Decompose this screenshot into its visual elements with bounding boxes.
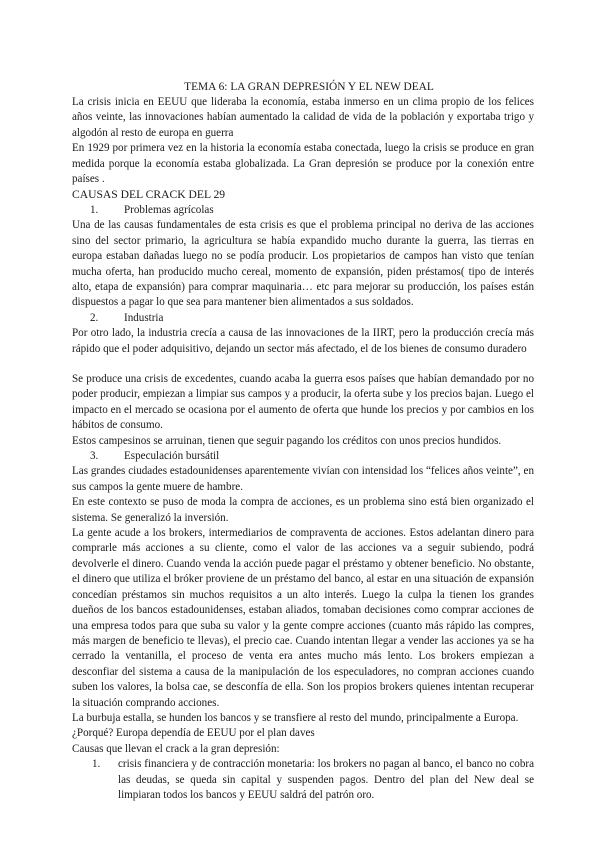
body-paragraph: Estos campesinos se arruinan, tienen que seguir pagando los créditos con unos precios hundidos. (72, 434, 502, 447)
list-item (92, 757, 534, 803)
body-paragraph: Una de las causas fundamentales de esta crisis es que el problema principal no deriva de las acciones sino del sector primario, la agricultura se había expandido mucho durante la guerra, las tierras en europa estaban dañadas luego no se podía producir. Los propietarios de campos han visto que tenían mucha oferta, han producido mucho cereal, momento de expansión, piden préstamos( tipo de interés alto, etapa de expansión) para comprar maquinaria… etc para mejorar su producción, los países están dispuestos a pagar lo que sea para mantener bien alimentados a sus soldados. (72, 219, 534, 309)
section-heading (90, 203, 534, 218)
section-title: Problemas agrícolas (124, 203, 214, 216)
body-paragraph: Por otro lado, la industria crecía a causa de las innovaciones de la IIRT, pero la producción crecía más rápido que el poder adquisitivo, dejando un sector más afectado, el de los bienes de consumo duradero (72, 327, 534, 355)
body-paragraph: La burbuja estalla, se hunden los bancos y se transfiere al resto del mundo, principalmente a Europa. (72, 711, 519, 724)
body-paragraph: Las grandes ciudades estadounidenses aparentemente vivían con intensidad los “felices años veinte”, en sus campos la gente muere de hambre. (72, 465, 534, 493)
body-paragraph: Se produce una crisis de excedentes, cuando acaba la guerra esos países que habían demandado por no poder producir, empiezan a limpiar sus campos y a producir, la oferta sube y los precios bajan. Luego el impacto en el mercado se ocasiona por el aumento de oferta que hunde los precios y por cambios en los hábitos de consumo. (72, 373, 534, 432)
section-heading (90, 449, 534, 464)
body-paragraph: La gente acude a los brokers, intermediarios de compraventa de acciones. Estos adelantan dinero para comprarle más acciones a su cliente, como el valor de las acciones va a seguir subiendo, podrá devolverle el dinero. Cuando venda la acción puede pagar el préstamo y obtener beneficio. No obstante, el dinero que utiliza el bróker proviene de un préstamo del banco, al estar en una situación de expansión concedían préstamos sin muchos requisitos a un alto interés. Luego la culpa la tienen los grandes dueños de los bancos estadounidenses, estaban aliados, tomaban decisiones como comprar acciones de una empresa todos para que suba su valor y la gente compre acciones (cuanto más rápido las compres, más margen de beneficio te llevas), el precio cae. Cuando intentan llegar a vender las acciones ya se ha cerrado la ventanilla, el proceso de venta era antes mucho más lento. Los brokers empiezan a desconfiar del sistema a causa de la manipulación de los especuladores, no compran acciones cuando suben los valores, la bolsa cae, se desconfía de ella. Son los propios brokers quienes intentan recuperar la situación comprando acciones. (72, 527, 534, 709)
list-number: 3. (90, 450, 99, 463)
intro-paragraph: La crisis inicia en EEUU que lideraba la economía, estaba inmerso en un clima propio de los felices años veinte, las innovaciones habían aumentado la calidad de vida de la población y exportaba trigo y algodón al resto de europa en guerra (72, 96, 534, 139)
list-number: 1. (92, 758, 101, 771)
body-paragraph: Causas que llevan el crack a la gran depresión: (72, 742, 280, 755)
document-title: TEMA 6: LA GRAN DEPRESIÓN Y EL NEW DEAL (184, 81, 434, 93)
blank-line (72, 357, 534, 372)
document-body (72, 79, 534, 803)
body-paragraph: ¿Porqué? Europa dependía de EEUU por el plan daves (72, 727, 315, 740)
body-paragraph: En este contexto se puso de moda la compra de acciones, es un problema sino está bien organizado el sistema. Se generalizó la inversión. (72, 496, 534, 524)
causes-heading: CAUSAS DEL CRACK DEL 29 (72, 188, 226, 202)
section-title: Industria (124, 311, 164, 324)
list-number: 2. (90, 311, 99, 324)
section-title: Especulación bursátil (124, 450, 220, 463)
intro-paragraph: En 1929 por primera vez en la historia la economía estaba conectada, luego la crisis se produce en gran medida porque la economía estaba globalizada. La Gran depresión se produce por la conexión entre países . (72, 142, 534, 186)
list-number: 1. (90, 203, 99, 216)
list-item-text: crisis financiera y de contracción monetaria: los brokers no pagan al banco, el banco no cobra las deudas, se queda sin capital y suspenden pagos. Dentro del plan del New deal se limpiaran todos los bancos y EEUU saldrá del patrón oro. (118, 758, 534, 801)
section-heading (90, 311, 534, 326)
